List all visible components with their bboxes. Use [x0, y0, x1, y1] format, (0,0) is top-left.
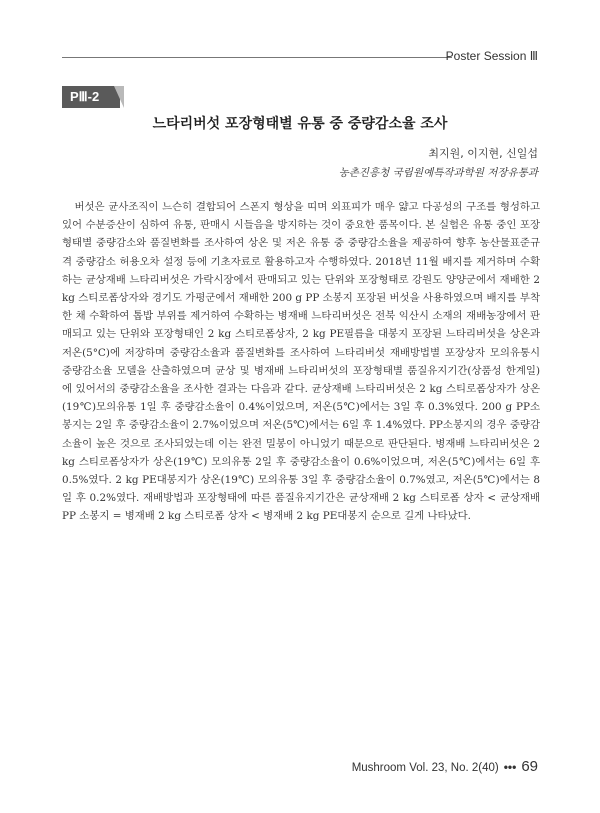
- article-affiliation: 농촌진흥청 국립원예특작과학원 저장유통과: [338, 167, 538, 179]
- article-authors: 최지원, 이지현, 신일섭: [428, 147, 538, 160]
- header-rule: [62, 57, 452, 58]
- section-header: Poster Session Ⅲ: [445, 49, 538, 63]
- page-number: 69: [521, 758, 538, 775]
- session-badge-tail: [114, 86, 124, 108]
- session-badge: PⅢ-2: [62, 86, 120, 108]
- page-footer: [352, 758, 538, 776]
- footer-separator: •••: [503, 760, 517, 774]
- article-title: 느타리버섯 포장형태별 유통 중 중량감소율 조사: [152, 116, 448, 132]
- article-body: 버섯은 균사조직이 느슨히 결합되어 스폰지 형상을 띠며 외표피가 매우 얇고 다공성의 구조를 형성하고 있어 수분증산이 심하여 유통, 판매시 시들음을 방지하는 것이 중요한 품목이다. 본 실험은 유통 중인 포장형태별 중량감소와 품질변화를 조사하여 상온 및 저온 유통 중 중량감소율을 제공하여 향후 농산물표준규격 중량감소 허용오차 설정 등에 기초자료로 활용하고자 수행하였다. 2018년 11월 배지를 제거하며 수확하는 균상재배 느타리버섯은 가락시장에서 판매되고 있는 단위와 포장형태로 강원도 양양군에서 재배한 2 kg 스티로폼상자와 경기도 가평군에서 재배한 200 g PP 소봉지 포장된 버섯을 사용하였으며 배지를 부착한 채 수확하여 톱밥 부위를 제거하여 수확하는 병재배 느타리버섯은 전북 익산시 소재의 재배농장에서 판매되고 있는 단위와 포장형태인 2 kg 스티로폼상자, 2 kg PE필름을 대봉지 포장된 느타리버섯을 상온과 저온(5°C)에 저장하며 중량감소율과 품질변화를 조사하여 느타리버섯 재배방법별 포장상자 모의유통시 중량감소율 모델을 산출하였으며 균상 및 병재배 느타리버섯의 포장형태별 품질유지기간(상품성 한계일)에 있어서의 중량감소율을 조사한 결과는 다음과 같다. 균상재배 느타리버섯은 2 kg 스티로폼상자가 상온(19℃)모의유통 1일 후 중량감소율이 0.4%이었으며, 저온(5℃)에서는 3일 후 0.3%였다. 200 g PP소봉지는 2일 후 중량감소율이 2.7%이었으며 저온(5℃)에서는 6일 후 1.4%였다. PP소봉지의 경우 중량감소율이 높은 것으로 조사되었는데 이는 완전 밀봉이 아니었기 때문으로 판단된다. 병재배 느타리버섯은 2 kg 스티로폼상자가 상온(19℃) 모의유통 2일 후 중량감소율이 0.6%이었으며, 저온(5℃)에서는 6일 후 0.5%였다. 2 kg PE대봉지가 상온(19℃) 모의유통 3일 후 중량감소율이 0.7%였고, 저온(5℃)에서는 8일 후 0.2%였다. 재배방법과 포장형태에 따른 품질유지기간은 균상재배 2 kg 스티로폼 상자 < 균상재배 PP 소봉지 = 병재배 2 kg 스티로폼 상자 < 병재배 2 kg PE대봉지 순으로 길게 나타났다.: [62, 201, 540, 523]
- journal-citation: Mushroom Vol. 23, No. 2(40): [351, 762, 499, 774]
